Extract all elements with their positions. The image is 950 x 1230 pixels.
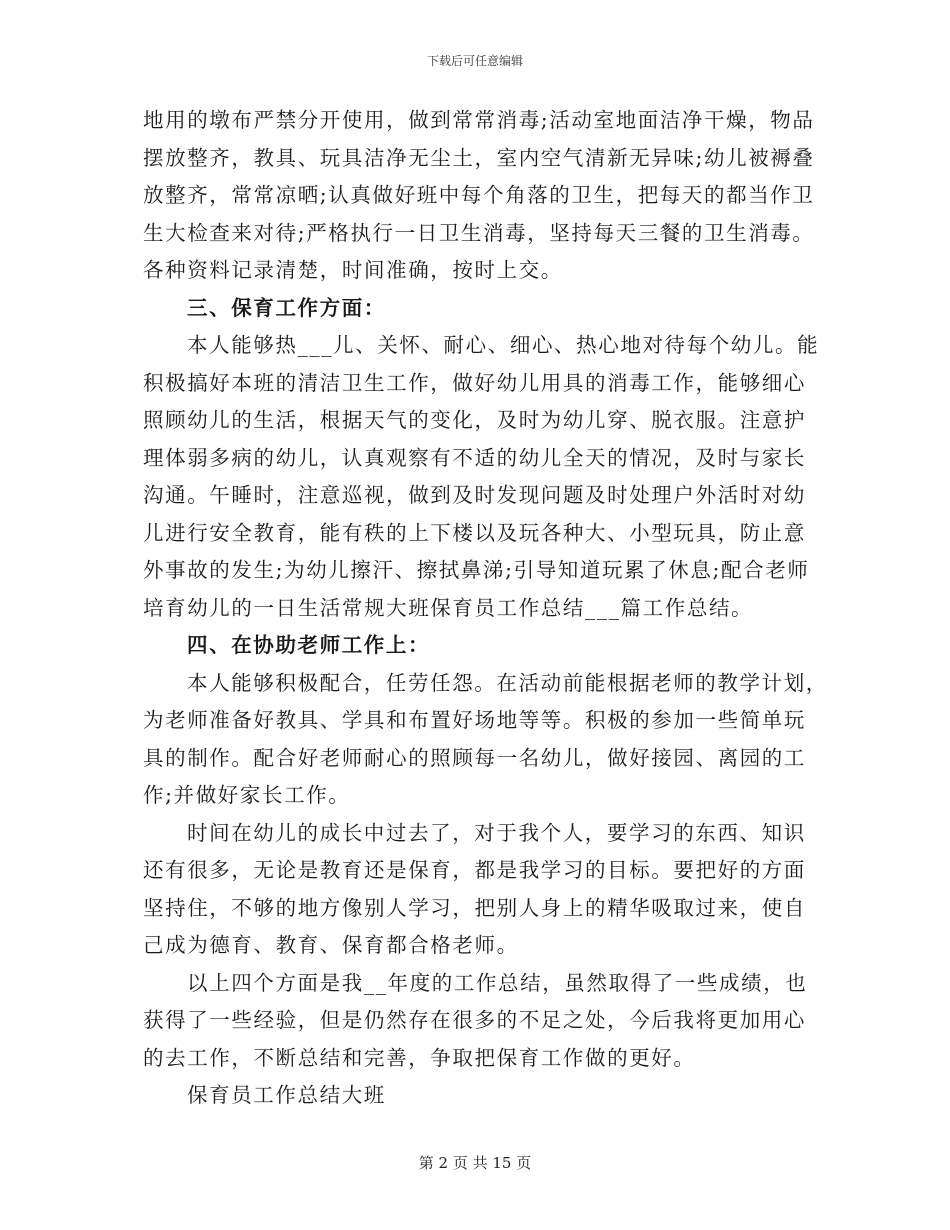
header-note: 下载后可任意编辑 <box>426 54 523 68</box>
page-number-footer: 第 2 页 共 15 页 <box>418 1154 532 1172</box>
section-heading: 三、保育工作方面： <box>187 295 386 320</box>
body-line: 作;并做好家长工作。 <box>143 783 351 807</box>
body-line: 己成为德育、教育、保育都合格老师。 <box>143 933 519 957</box>
body-line: 生大检查来对待;严格执行一日卫生消毒，坚持每天三餐的卫生消毒。 <box>143 220 815 245</box>
body-line: 以上四个方面是我__年度的工作总结，虽然取得了一些成绩，也 <box>187 970 808 995</box>
section-heading: 四、在协助老师工作上： <box>187 633 431 657</box>
body-line: 本人能够热___儿、关怀、耐心、细心、热心地对待每个幼儿。能 <box>187 333 820 357</box>
body-line: 外事故的发生;为幼儿擦汗、擦拭鼻涕;引导知道玩累了休息;配合老师 <box>143 558 810 582</box>
body-line: 时间在幼儿的成长中过去了，对于我个人，要学习的东西、知识 <box>187 820 806 845</box>
body-line: 理体弱多病的幼儿，认真观察有不适的幼儿全天的情况，及时与家长 <box>143 445 806 470</box>
body-line: 地用的墩布严禁分开使用，做到常常消毒;活动室地面洁净干燥，物品 <box>143 108 815 132</box>
body-line: 保育员工作总结大班 <box>187 1083 386 1107</box>
body-line: 儿进行安全教育，能有秩的上下楼以及玩各种大、小型玩具，防止意 <box>143 520 806 545</box>
body-line: 具的制作。配合好老师耐心的照顾每一名幼儿，做好接园、离园的工 <box>143 745 806 770</box>
body-line: 坚持住，不够的地方像别人学习，把别人身上的精华吸取过来，使自 <box>143 895 806 920</box>
body-line: 获得了一些经验，但是仍然存在很多的不足之处，今后我将更加用心 <box>143 1008 806 1032</box>
body-line: 各种资料记录清楚，时间准确，按时上交。 <box>143 258 563 282</box>
body-line: 照顾幼儿的生活，根据天气的变化，及时为幼儿穿、脱衣服。注意护 <box>143 408 806 432</box>
body-line: 培育幼儿的一日生活常规大班保育员工作总结___篇工作总结。 <box>143 595 754 620</box>
body-line: 摆放整齐，教具、玩具洁净无尘土，室内空气清新无异味;幼儿被褥叠 <box>143 145 815 170</box>
body-line: 本人能够积极配合，任劳任怨。在活动前能根据老师的教学计划， <box>187 670 828 695</box>
body-line: 为老师准备好教具、学具和布置好场地等等。积极的参加一些简单玩 <box>143 708 806 732</box>
body-line: 还有很多，无论是教育还是保育，都是我学习的目标。要把好的方面 <box>143 858 806 882</box>
body-line: 沟通。午睡时，注意巡视，做到及时发现问题及时处理户外活时对幼 <box>143 483 806 507</box>
body-line: 放整齐，常常凉晒;认真做好班中每个角落的卫生，把每天的都当作卫 <box>143 183 815 207</box>
body-line: 积极搞好本班的清洁卫生工作，做好幼儿用具的消毒工作，能够细心 <box>143 370 806 395</box>
body-line: 的去工作，不断总结和完善，争取把保育工作做的更好。 <box>143 1045 696 1070</box>
document-body <box>143 102 828 1115</box>
